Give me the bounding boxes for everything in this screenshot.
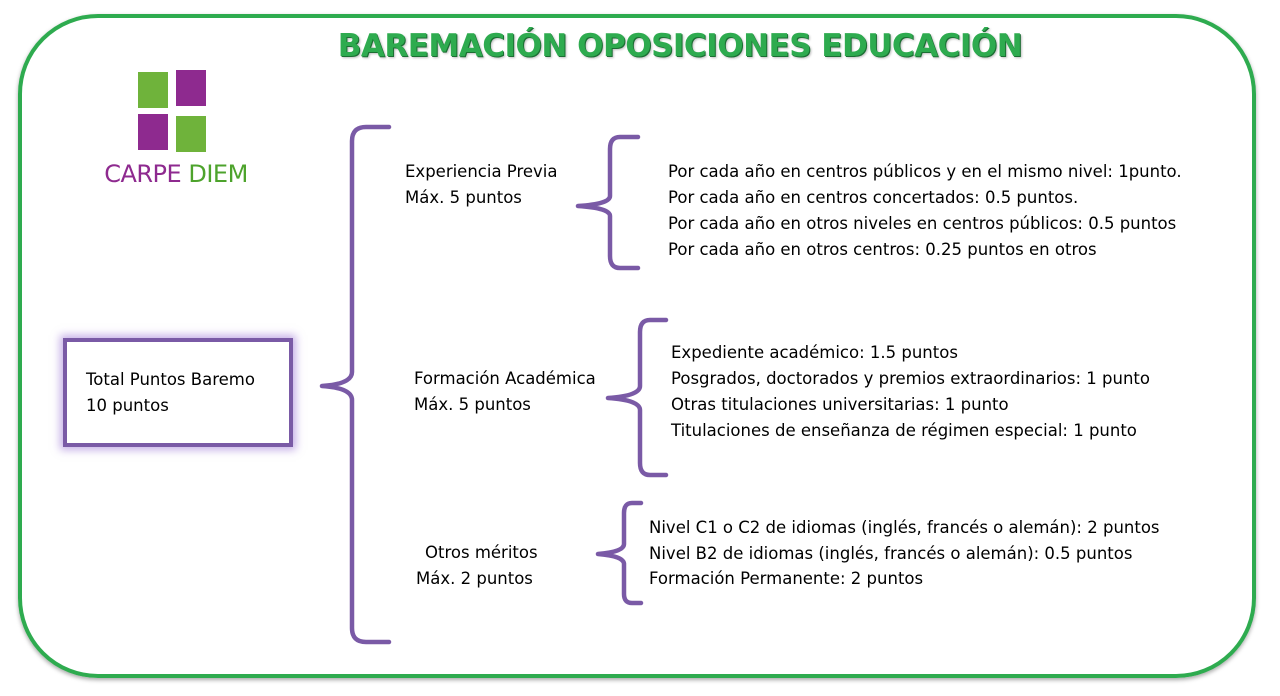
logo-word-carpe: CARPE [104, 160, 182, 188]
logo-word-diem: DIEM [188, 160, 248, 188]
total-value: 10 puntos [86, 396, 169, 415]
category-experiencia-name: Experiencia Previa [405, 162, 558, 181]
brace-formacion [608, 320, 666, 475]
category-otros-max: Máx. 2 puntos [416, 569, 533, 588]
list-item: Posgrados, doctorados y premios extraordinarios: 1 punto [671, 369, 1150, 388]
total-label: Total Puntos Baremo [86, 370, 255, 389]
list-item: Expediente académico: 1.5 puntos [671, 343, 958, 362]
category-formacion-name: Formación Académica [414, 369, 596, 388]
brace-otros [598, 503, 641, 603]
list-item: Titulaciones de enseñanza de régimen especial: 1 punto [671, 421, 1137, 440]
list-item: Por cada año en otros niveles en centros públicos: 0.5 puntos [668, 214, 1177, 233]
category-formacion-max: Máx. 5 puntos [414, 395, 531, 414]
list-item: Por cada año en centros públicos y en el mismo nivel: 1punto. [668, 162, 1182, 181]
list-item: Formación Permanente: 2 puntos [649, 569, 924, 588]
main-brace [322, 127, 389, 642]
category-otros-name: Otros méritos [425, 543, 538, 562]
list-item: Por cada año en otros centros: 0.25 puntos en otros [668, 240, 1097, 259]
list-item: Otras titulaciones universitarias: 1 punto [671, 395, 1009, 414]
list-item: Nivel C1 o C2 de idiomas (inglés, francés o alemán): 2 puntos [649, 518, 1160, 537]
category-experiencia-max: Máx. 5 puntos [405, 188, 522, 207]
list-item: Por cada año en centros concertados: 0.5 puntos. [668, 188, 1079, 207]
brace-experiencia [578, 137, 638, 268]
list-item: Nivel B2 de idiomas (inglés, francés o alemán): 0.5 puntos [649, 544, 1133, 563]
page-title: BAREMACIÓN OPOSICIONES EDUCACIÓN [337, 28, 1023, 64]
